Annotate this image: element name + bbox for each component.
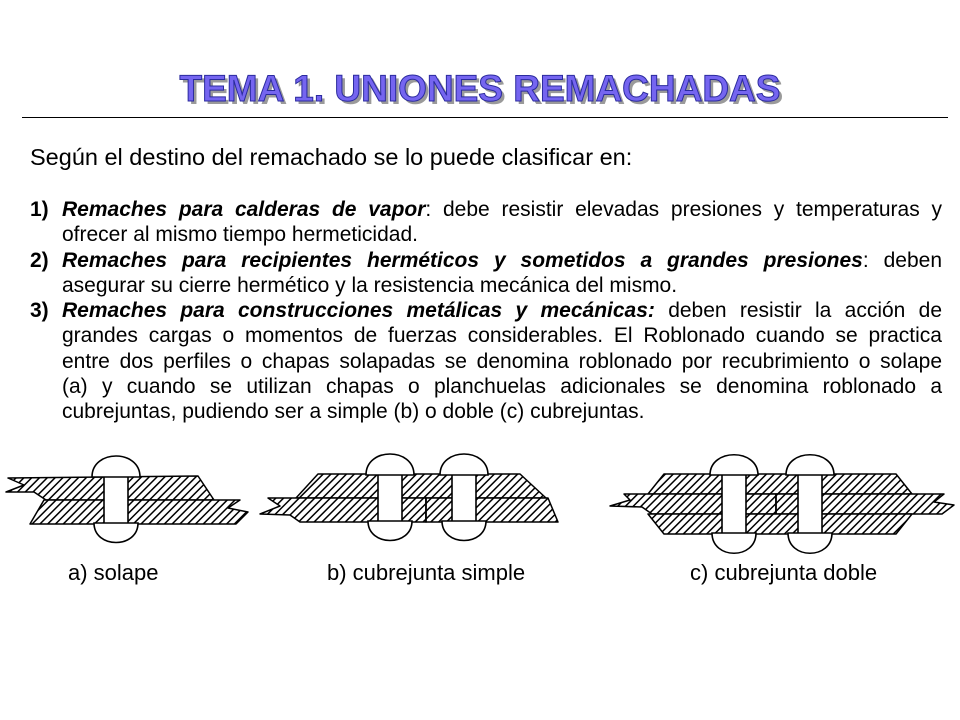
rivet-shank: [378, 474, 402, 522]
item-heading: Remaches para construcciones metálicas y mecánicas:: [62, 299, 655, 323]
cover-plate: [296, 474, 546, 498]
rivet-head-bottom: [712, 533, 756, 553]
item-text: grandes cargas o momentos de fuerzas considerables. El Roblonado cuando se practica: [62, 324, 942, 348]
panel-double-cover-butt-joint: [610, 455, 954, 585]
text-line: [62, 323, 942, 348]
plate-lower: [30, 500, 248, 524]
panel-single-cover-butt-joint: [260, 454, 558, 585]
list-item-3: [30, 298, 942, 424]
panel-label: a) solape: [68, 560, 159, 585]
plate-left: [610, 494, 776, 514]
item-text: : deben: [862, 248, 942, 272]
list-item-2: [30, 248, 942, 299]
rivet-head-top: [92, 456, 140, 477]
item-text: deben resistir la acción de: [654, 299, 942, 323]
slide-title: TEMA 1. UNIONES REMACHADAS: [179, 68, 781, 109]
cover-plate-bottom: [648, 514, 912, 534]
item-heading: Remaches para calderas de vapor: [62, 198, 426, 221]
rivet-head-bottom: [788, 533, 832, 553]
panel-label: c) cubrejunta doble: [690, 560, 878, 585]
text-line: [62, 222, 942, 247]
text-line: [62, 273, 942, 298]
rivet-shank: [798, 474, 822, 534]
rivet-head-top: [786, 455, 834, 475]
item-text: entre dos perfiles o chapas solapadas se denomina roblonado por recubrimiento o solape: [62, 349, 942, 373]
intro-text: Según el destino del remachado se lo puede clasificar en:: [30, 144, 633, 170]
item-text: : debe resistir elevadas presiones y temperaturas y: [425, 198, 942, 221]
rivet-shank: [722, 474, 746, 534]
text-line: [62, 399, 942, 424]
rivet-head-top: [366, 454, 414, 475]
list-item-body: [62, 298, 942, 424]
list-number: 2): [30, 248, 49, 272]
list-item-1: [30, 197, 942, 248]
rivet-head-bottom: [442, 521, 486, 541]
rivet-shank: [452, 474, 476, 522]
list-number: 3): [30, 299, 49, 323]
rivet-head-bottom: [368, 521, 412, 541]
rivet-head-top: [710, 455, 758, 475]
rivet-shank: [104, 476, 128, 524]
list-item-body: [62, 248, 942, 299]
item-text: ofrecer al mismo tiempo hermeticidad.: [62, 223, 418, 247]
text-line: [62, 349, 942, 374]
item-heading: Remaches para recipientes herméticos y sometidos a grandes presiones: [62, 248, 863, 272]
item-text: (a) y cuando se utilizan chapas o planchuelas adicionales se denomina roblonado a: [62, 375, 942, 399]
list-item-body: [62, 197, 942, 248]
text-line: [62, 298, 942, 323]
title-divider: [22, 117, 948, 118]
rivet-head-top: [440, 454, 488, 475]
riveted-joints-figure: [0, 430, 960, 600]
rivet-head-bottom: [94, 523, 138, 543]
panel-lap-joint: [6, 456, 248, 585]
list-number: 1): [30, 198, 49, 221]
text-line: [62, 374, 942, 399]
plate-right: [426, 498, 558, 522]
cover-plate-top: [648, 474, 912, 494]
panel-label: b) cubrejunta simple: [327, 560, 526, 585]
item-text: asegurar su cierre hermético y la resistencia mecánica del mismo.: [62, 273, 678, 297]
item-text: cubrejuntas, pudiendo ser a simple (b) o doble (c) cubrejuntas.: [62, 400, 645, 424]
rivet-type-list: [30, 197, 942, 425]
text-line: [62, 248, 942, 273]
text-line: [62, 197, 942, 222]
